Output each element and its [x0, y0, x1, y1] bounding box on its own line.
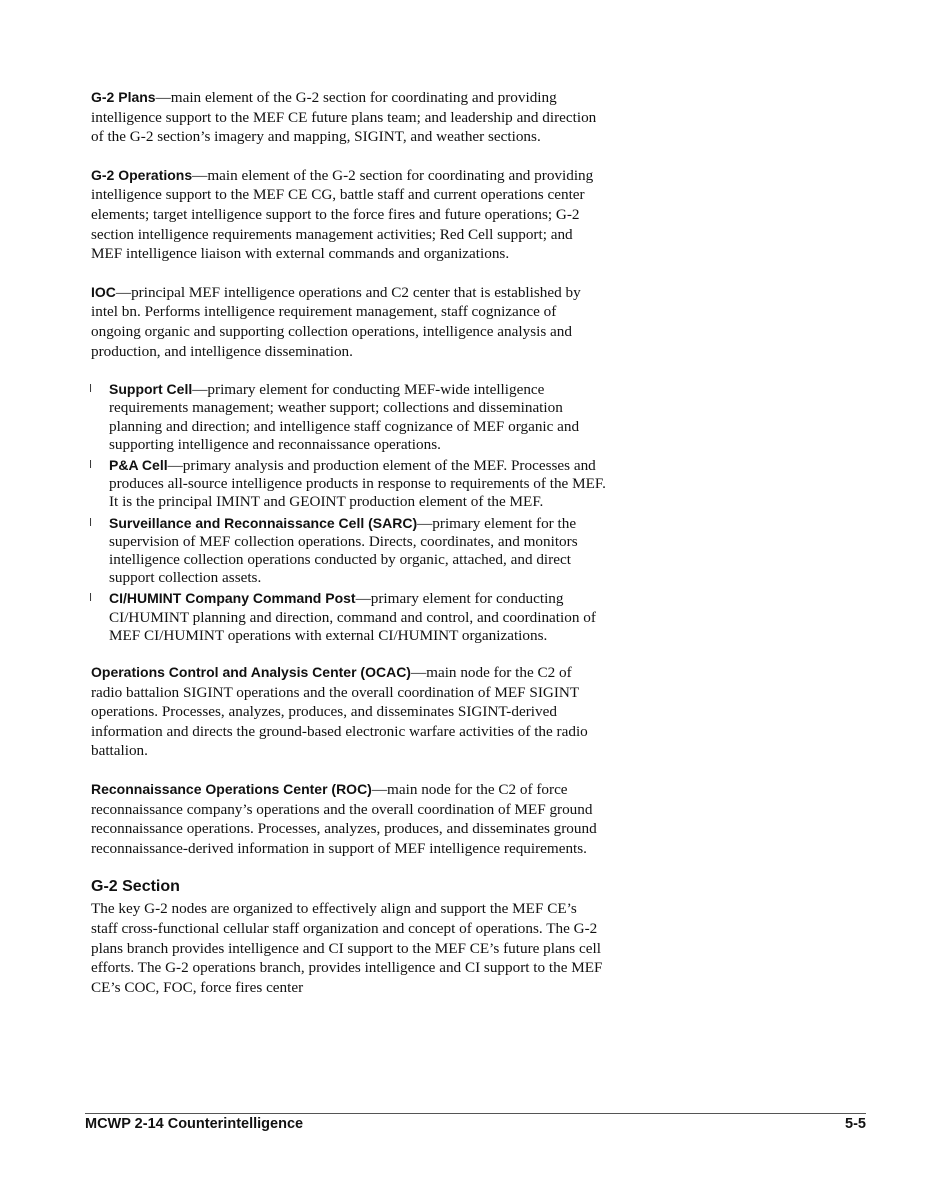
term-roc: Reconnaissance Operations Center (ROC)	[91, 780, 372, 797]
term-g2-plans: G-2 Plans	[91, 89, 156, 105]
list-item-ci-humint-cp	[91, 589, 606, 645]
list-item-pa-cell	[91, 456, 606, 512]
definition-ci-humint-cp: —primary element for conducting CI/HUMINT planning and direction, command and control, and coordination of MEF CI/HUMINT operations with external CI/HUMINT organizations.	[109, 590, 596, 644]
list-item-sarc	[91, 514, 606, 588]
footer-title: MCWP 2-14 Counterintelligence	[85, 1116, 304, 1132]
section-body: The key G-2 nodes are organized to effectively align and support the MEF CE’s staff cross-functional cellular staff organization and concept of operations. The G-2 plans branch provides intelligence and CI support to the MEF CE’s future plans cell efforts. The G-2 operations branch, provides intelligence and CI support to the MEF CE’s COC, FOC, force fires center	[91, 900, 603, 996]
bullet-marker: l	[89, 591, 93, 605]
paragraph-roc	[91, 780, 606, 858]
definition-roc: —main node for the C2 of force reconnaissance company’s operations and the overall coordination of MEF ground reconnaissance operations. Processes, analyzes, produces, and disseminates ground reconnaissance-derived information in support of MEF intelligence requirements.	[91, 780, 597, 857]
bullet-marker: l	[89, 382, 93, 396]
paragraph-g2-operations	[91, 166, 606, 264]
paragraph-g2-plans	[91, 88, 606, 147]
term-ci-humint-cp: CI/HUMINT Company Command Post	[109, 590, 356, 607]
page-content	[91, 88, 606, 997]
bullet-marker: l	[89, 457, 93, 471]
list-item-support-cell	[91, 380, 606, 454]
paragraph-ioc	[91, 283, 606, 361]
footer-divider	[85, 1113, 866, 1114]
definition-support-cell: —primary element for conducting MEF-wide intelligence requirements management; weather support; collections and dissemination planning and direction; and intelligence staff cognizance of MEF organic and supporting intelligence and reconnaissance operations.	[109, 381, 580, 453]
term-sarc: Surveillance and Reconnaissance Cell (SARC)	[109, 514, 418, 531]
ioc-cells-list	[91, 380, 606, 645]
definition-g2-plans: —main element of the G-2 section for coordinating and providing intelligence support to the MEF CE future plans team; and leadership and direction of the G-2 section’s imagery and mapping, SIGINT, and weather sections.	[91, 89, 597, 146]
bullet-marker: l	[89, 515, 93, 529]
section-heading: G-2 Section	[91, 878, 180, 896]
term-ocac: Operations Control and Analysis Center (OCAC)	[91, 663, 411, 680]
definition-g2-operations: —main element of the G-2 section for coordinating and providing intelligence support to the MEF CE CG, battle staff and current operations center elements; target intelligence support to the force fires and future operations; G-2 section intelligence requirements management activities; Red Cell support; and MEF intelligence liaison with external commands and organizations.	[91, 166, 594, 263]
term-pa-cell: P&A Cell	[109, 456, 168, 473]
definition-ioc: —principal MEF intelligence operations and C2 center that is established by intel bn. Performs intelligence requirement management, staff cognizance of ongoing organic and supporting collection operations, intelligence analysis and production, and intelligence dissemination.	[91, 283, 581, 360]
paragraph-ocac	[91, 663, 606, 761]
term-support-cell: Support Cell	[109, 381, 193, 398]
definition-pa-cell: —primary analysis and production element of the MEF. Processes and produces all-source intelligence products in response to requirements of the MEF. It is the principal IMINT and GEOINT production element of the MEF.	[109, 456, 606, 511]
term-ioc: IOC	[91, 283, 116, 300]
term-g2-operations: G-2 Operations	[91, 166, 193, 183]
definition-ocac: —main node for the C2 of radio battalion SIGINT operations and the overall coordination of MEF SIGINT operations. Processes, analyzes, produces, and disseminates SIGINT-derived information and directs the ground-based electronic warfare activities of the radio battalion.	[91, 663, 588, 760]
page-footer	[85, 1116, 866, 1132]
definition-sarc: —primary element for the supervision of MEF collection operations. Directs, coordinates, and monitors intelligence collection operations conducted by organic, attached, and direct support collection assets.	[109, 514, 578, 587]
page-number: 5-5	[845, 1116, 866, 1132]
